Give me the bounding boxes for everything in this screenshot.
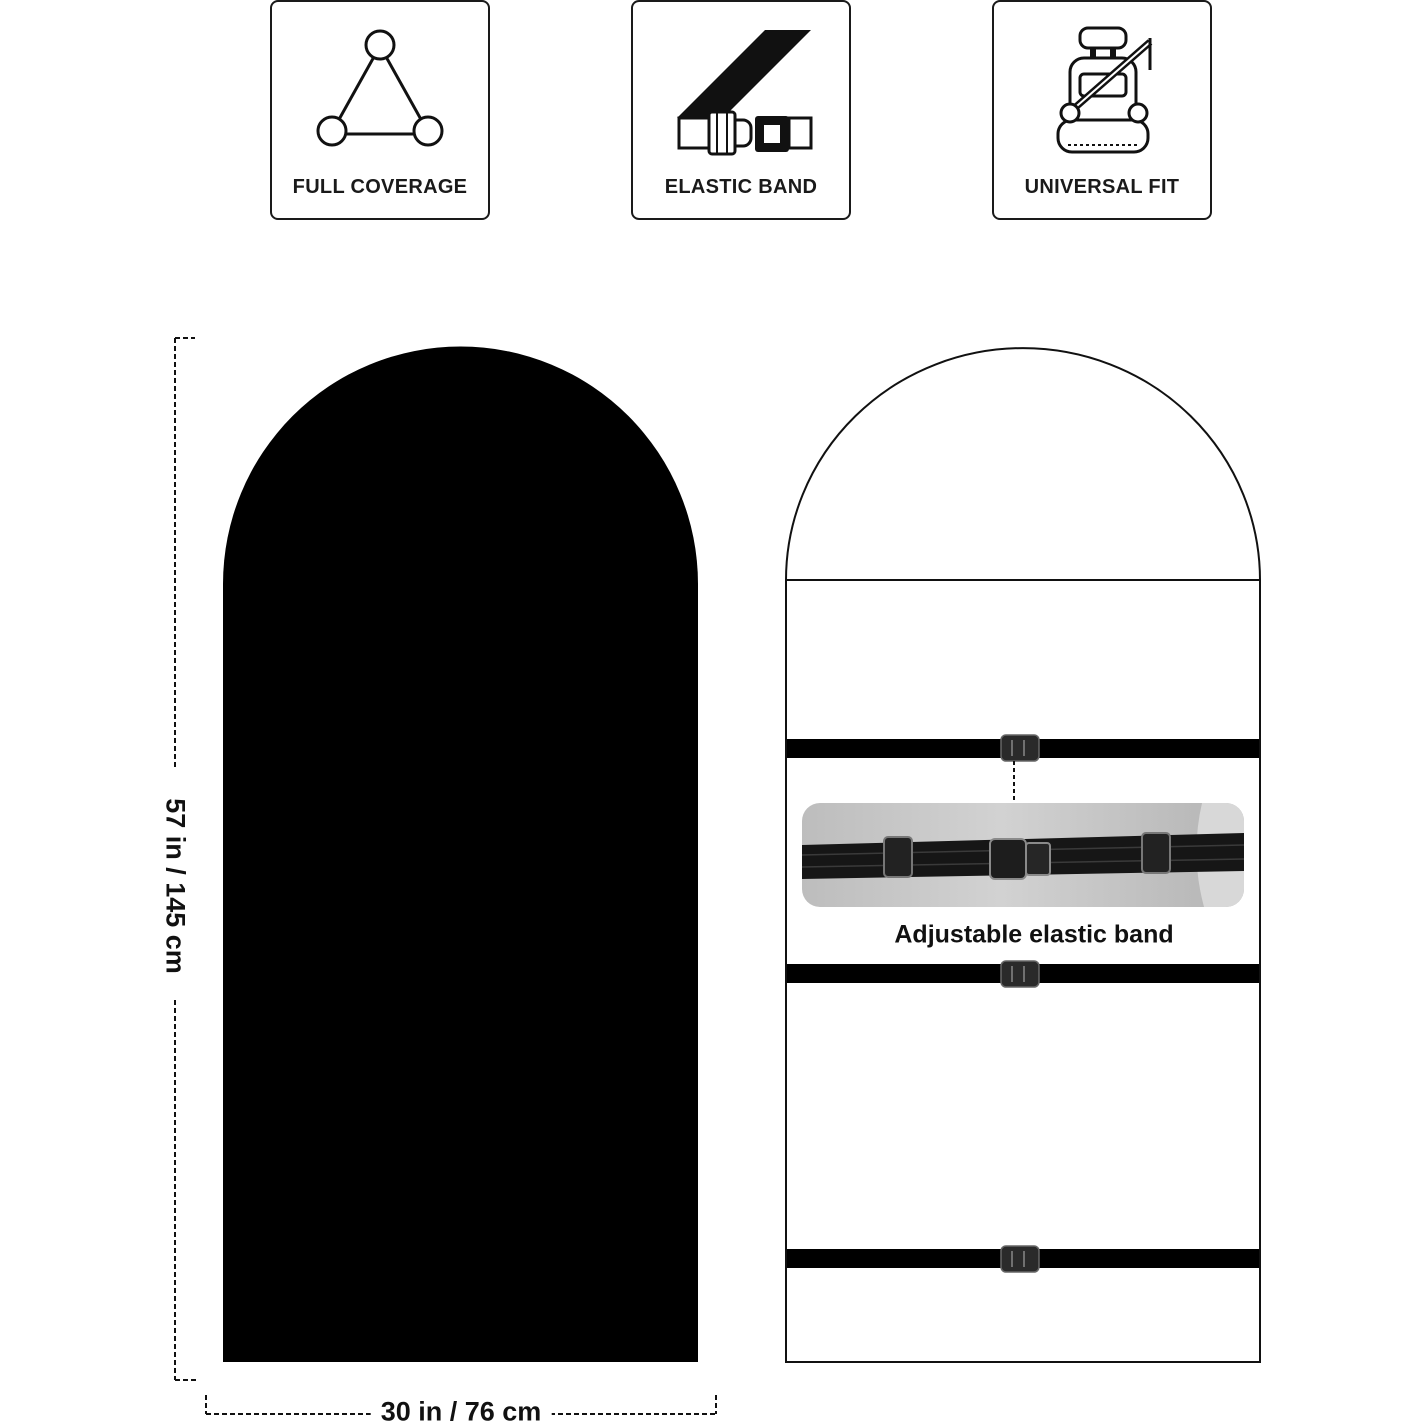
height-dimension: 57 in / 145 cm [160, 798, 191, 974]
width-dimension: 30 in / 76 cm [371, 1397, 552, 1428]
black-arch-cover [223, 347, 698, 1363]
feature-label: ELASTIC BAND [664, 176, 818, 198]
feature-label: FULL COVERAGE [292, 176, 468, 198]
band-caption: Adjustable elastic band [894, 920, 1174, 949]
elastic-band-photo [802, 803, 1244, 907]
feature-label: UNIVERSAL FIT [1024, 176, 1180, 198]
